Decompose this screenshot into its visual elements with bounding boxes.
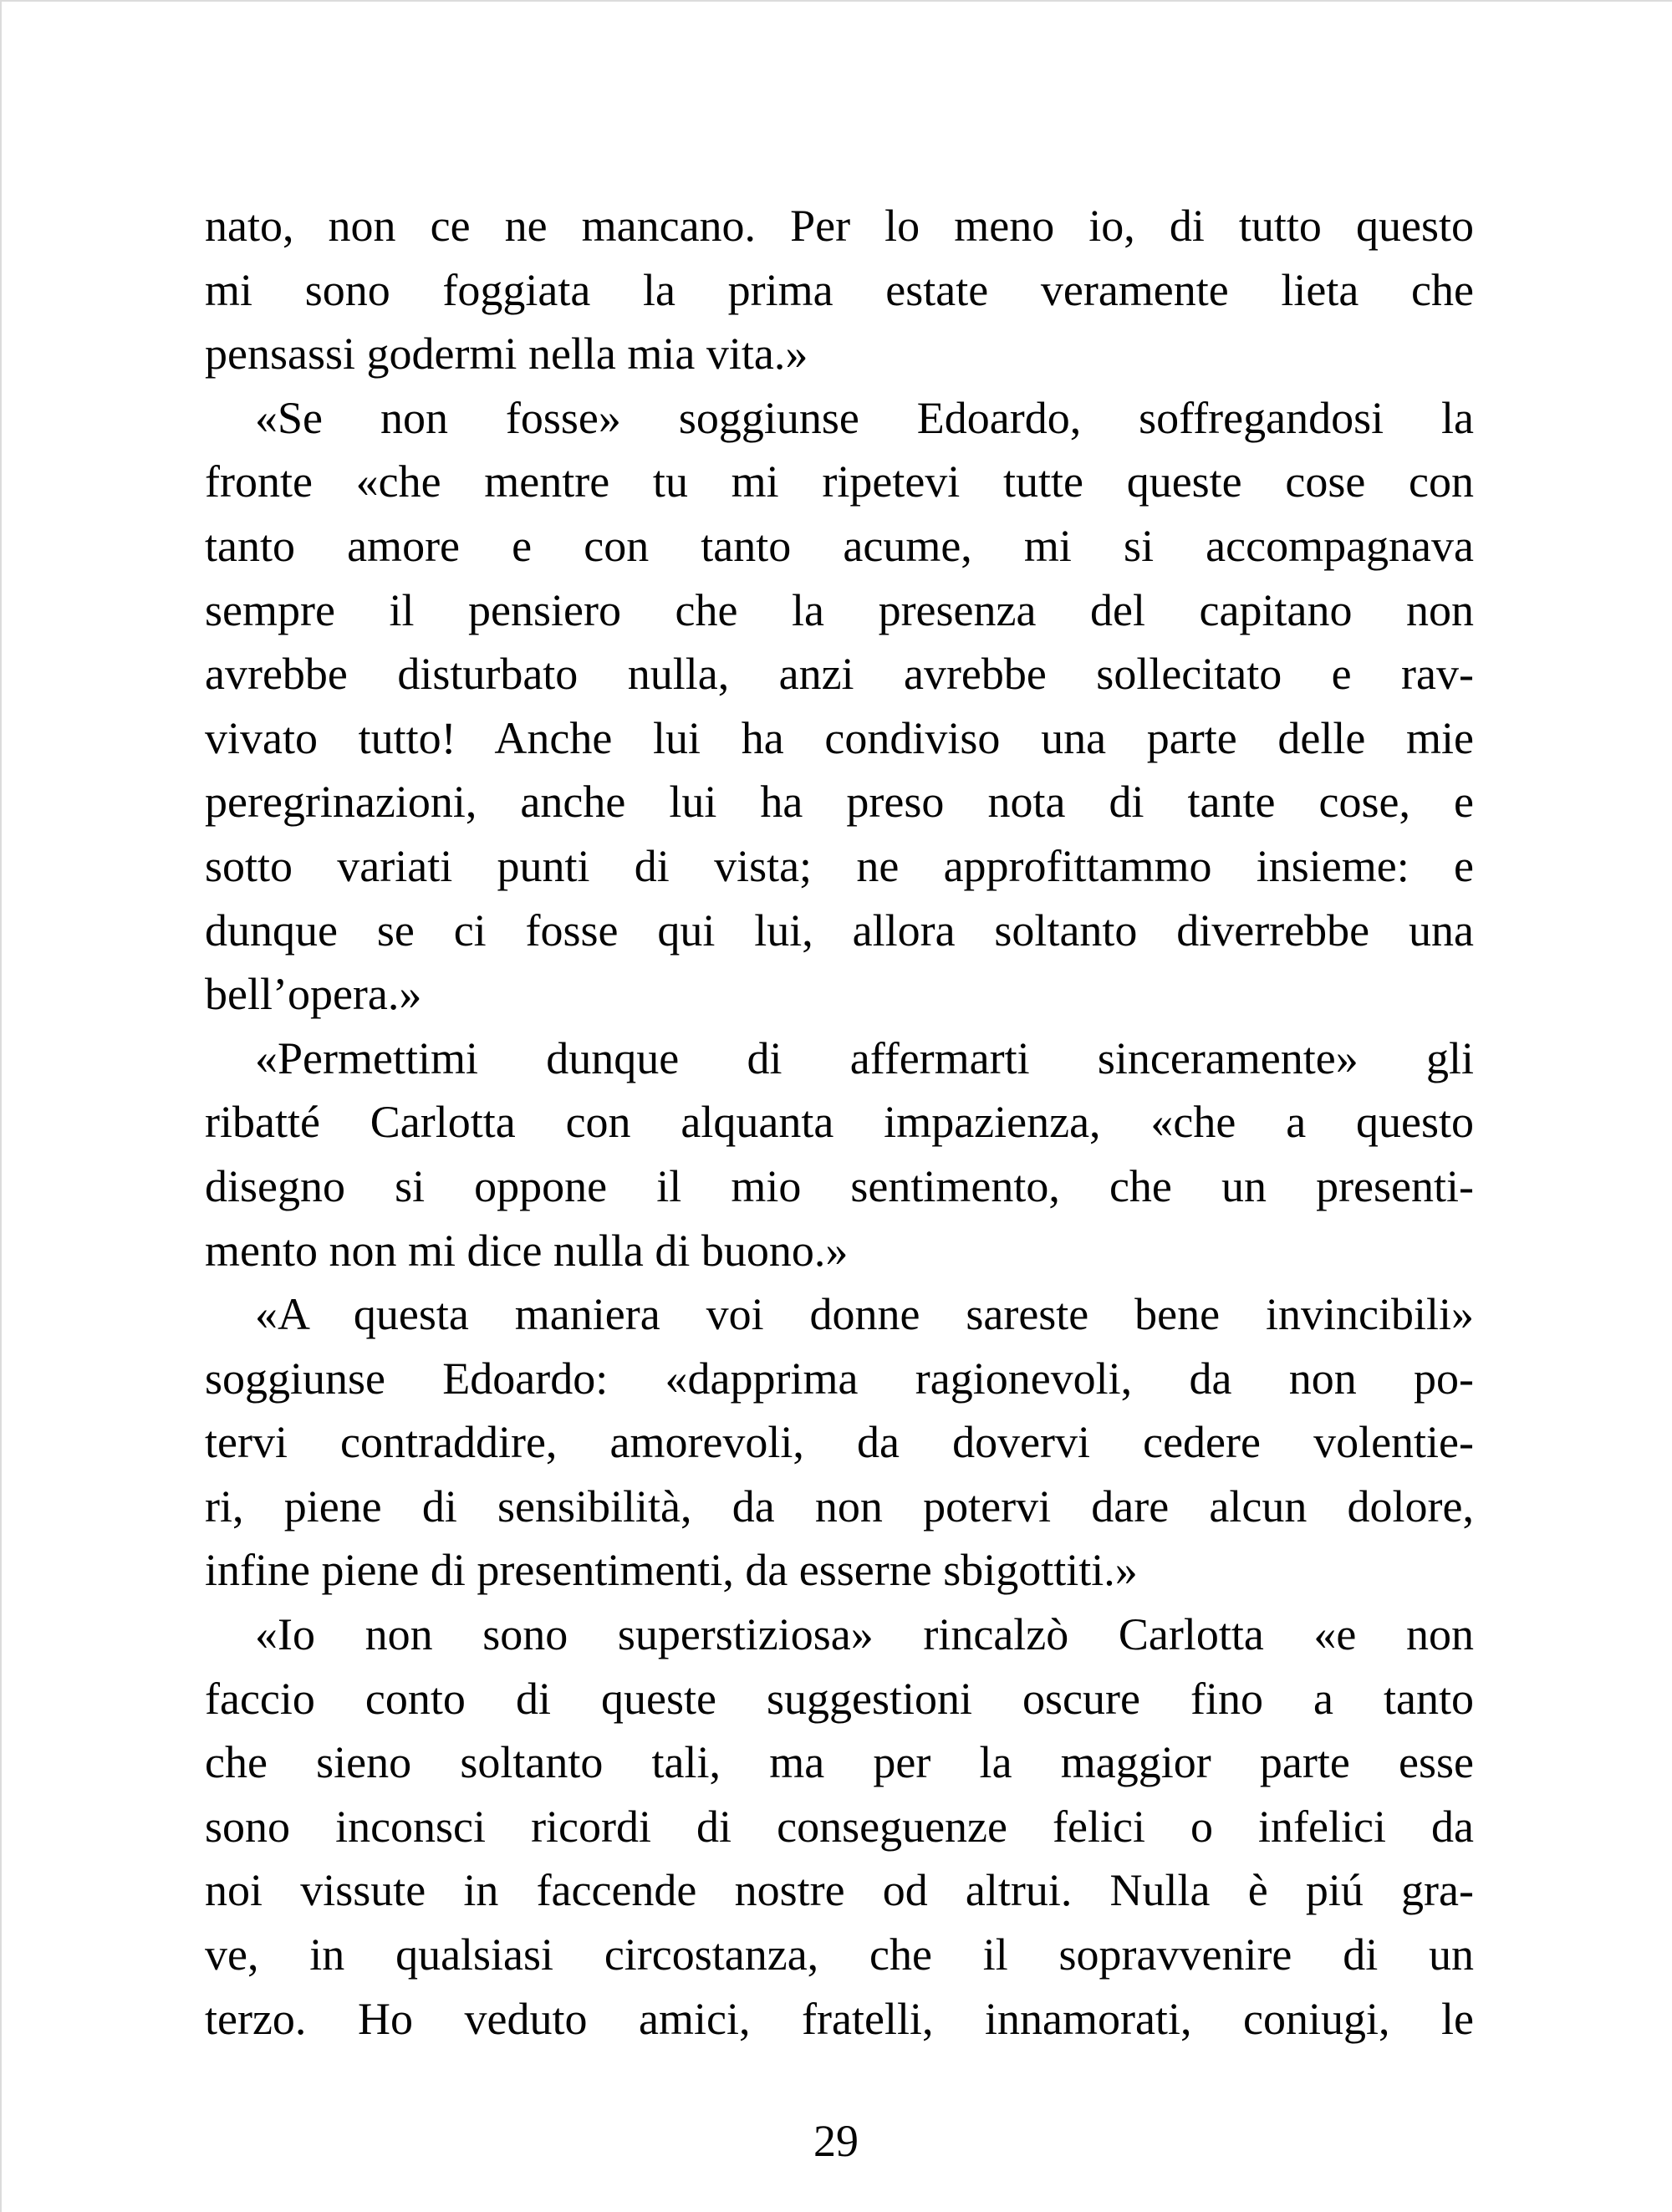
paragraph <box>205 386 1474 1027</box>
text-line: bell’opera.» <box>205 969 422 1020</box>
text-line: ri, piene di sensibilità, da non potervi dare alcun dolore, <box>205 1481 1474 1532</box>
text-line: infine piene di presentimenti, da esserne sbigottiti.» <box>205 1545 1138 1596</box>
paragraph <box>205 1027 1474 1282</box>
text-line: mento non mi dice nulla di buono.» <box>205 1225 849 1276</box>
text-line: nato, non ce ne mancano. Per lo meno io, di tutto questo <box>205 201 1474 251</box>
paragraph <box>205 194 1474 386</box>
text-line: soggiunse Edoardo: «dapprima ragionevoli, da non po- <box>205 1353 1474 1404</box>
paragraph <box>205 1603 1474 2051</box>
text-line: avrebbe disturbato nulla, anzi avrebbe sollecitato e rav- <box>205 649 1474 700</box>
text-line: «A questa maniera voi donne sareste bene invincibili» <box>255 1289 1474 1340</box>
text-line: fronte «che mentre tu mi ripetevi tutte queste cose con <box>205 456 1474 507</box>
paragraph <box>205 1282 1474 1603</box>
text-line: mi sono foggiata la prima estate veramente lieta che <box>205 264 1474 315</box>
scan-edge-top <box>0 0 1672 2</box>
text-line: dunque se ci fosse qui lui, allora soltanto diverrebbe una <box>205 905 1474 956</box>
text-line: ve, in qualsiasi circostanza, che il sopravvenire di un <box>205 1929 1474 1980</box>
text-line: faccio conto di queste suggestioni oscure fino a tanto <box>205 1673 1474 1724</box>
text-line: ribatté Carlotta con alquanta impazienza, «che a questo <box>205 1097 1474 1148</box>
scan-edge-left <box>0 0 2 2212</box>
text-line: tanto amore e con tanto acume, mi si accompagnava <box>205 520 1474 571</box>
text-line: sotto variati punti di vista; ne approfittammo insieme: e <box>205 840 1474 891</box>
text-line: vivato tutto! Anche lui ha condiviso una parte delle mie <box>205 712 1474 763</box>
text-line: tervi contraddire, amorevoli, da dovervi cedere volentie- <box>205 1417 1474 1468</box>
body-text <box>205 194 1474 2051</box>
text-line: «Permettimi dunque di affermarti sinceramente» gli <box>255 1032 1474 1083</box>
text-line: che sieno soltanto tali, ma per la maggior parte esse <box>205 1737 1474 1788</box>
page-number: 29 <box>813 2116 859 2166</box>
text-line: disegno si oppone il mio sentimento, che un presenti- <box>205 1160 1474 1211</box>
text-line: peregrinazioni, anche lui ha preso nota di tante cose, e <box>205 777 1474 828</box>
text-line: «Se non fosse» soggiunse Edoardo, soffregandosi la <box>255 392 1474 443</box>
text-line: noi vissute in faccende nostre od altrui. Nulla è piú gra- <box>205 1865 1474 1916</box>
text-line: terzo. Ho veduto amici, fratelli, innamorati, coniugi, le <box>205 1993 1474 2044</box>
text-line: pensassi godermi nella mia vita.» <box>205 329 808 380</box>
text-line: «Io non sono superstiziosa» rincalzò Carlotta «e non <box>255 1609 1474 1660</box>
text-line: sono inconsci ricordi di conseguenze felici o infelici da <box>205 1801 1474 1852</box>
text-line: sempre il pensiero che la presenza del capitano non <box>205 584 1474 635</box>
